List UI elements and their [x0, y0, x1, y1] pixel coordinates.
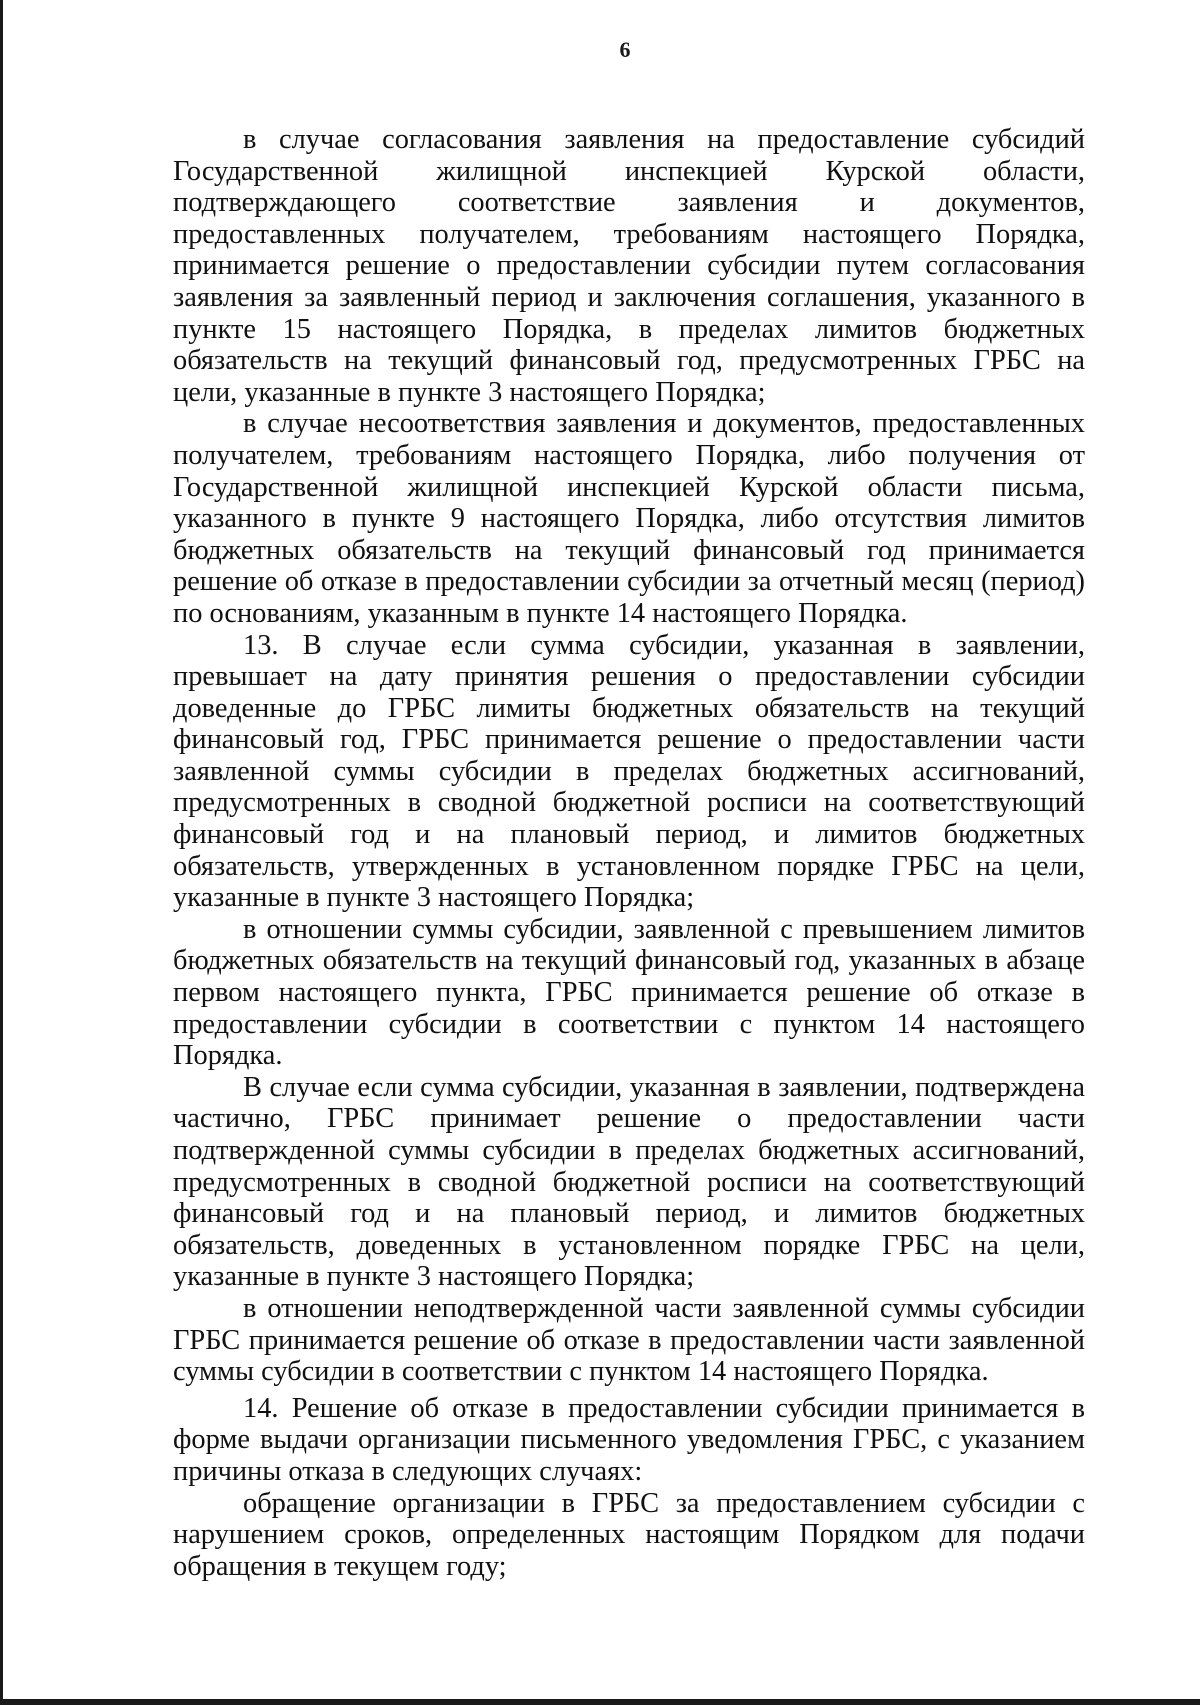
page-number: 6 [619, 37, 631, 62]
paragraph-refusal-case: в случае несоответствия заявления и документов, предоставленных получателем, требованиям настоящего Порядка, либо получения от Государственной жилищной инспекцией Курской области письма, указанного в пункте 9 настоящего Порядка, либо отсутствия лимитов бюджетных обязательств на текущий финансовый год принимается решение об отказе в предоставлении субсидии за отчетный месяц (период) по основаниям, указанным в пункте 14 настоящего Порядка. [173, 408, 1085, 629]
scan-bottom-edge [0, 1699, 1200, 1705]
paragraph-partial-confirmation: В случае если сумма субсидии, указанная в заявлении, подтверждена частично, ГРБС принимает решение о предоставлении части подтвержденной суммы субсидии в пределах бюджетных ассигнований, предусмотренных в сводной бюджетной росписи на соответствующий финансовый год и на плановый период, и лимитов бюджетных обязательств, доведенных в установленном порядке ГРБС на цели, указанные в пункте 3 настоящего Порядка; [173, 1071, 1085, 1293]
paragraph-clause-13: 13. В случае если сумма субсидии, указанная в заявлении, превышает на дату принятия решения о предоставлении субсидии доведенные до ГРБС лимиты бюджетных обязательств на текущий финансовый год, ГРБС принимается решение о предоставлении части заявленной суммы субсидии в пределах бюджетных ассигнований, предусмотренных в сводной бюджетной росписи на соответствующий финансовый год и на плановый период, и лимитов бюджетных обязательств, утвержденных в установленном порядке ГРБС на цели, указанные в пункте 3 настоящего Порядка; [173, 629, 1085, 914]
paragraph-unconfirmed-part: в отношении неподтвержденной части заявленной суммы субсидии ГРБС принимается решение об отказе в предоставлении части заявленной суммы субсидии в соответствии с пунктом 14 настоящего Порядка. [173, 1292, 1085, 1388]
document-body [173, 124, 1085, 1582]
paragraph-clause-14: 14. Решение об отказе в предоставлении субсидии принимается в форме выдачи организации письменного уведомления ГРБС, с указанием причины отказа в следующих случаях: [173, 1392, 1085, 1487]
paragraph-excess-refusal: в отношении суммы субсидии, заявленной с превышением лимитов бюджетных обязательств на текущий финансовый год, указанных в абзаце первом настоящего пункта, ГРБС принимается решение об отказе в предоставлении субсидии в соответствии с пунктом 14 настоящего Порядка. [173, 913, 1085, 1072]
paragraph-approval-case: в случае согласования заявления на предоставление субсидий Государственной жилищной инспекцией Курской области, подтверждающего соответствие заявления и документов, предоставленных получателем, требованиям настоящего Порядка, принимается решение о предоставлении субсидии путем согласования заявления за заявленный период и заключения соглашения, указанного в пункте 15 настоящего Порядка, в пределах лимитов бюджетных обязательств на текущий финансовый год, предусмотренных ГРБС на цели, указанные в пункте 3 настоящего Порядка; [173, 124, 1085, 408]
paragraph-deadline-violation: обращение организации в ГРБС за предоставлением субсидии с нарушением сроков, определенных настоящим Порядком для подачи обращения в текущем году; [173, 1487, 1085, 1582]
scan-left-edge [0, 0, 3, 1705]
